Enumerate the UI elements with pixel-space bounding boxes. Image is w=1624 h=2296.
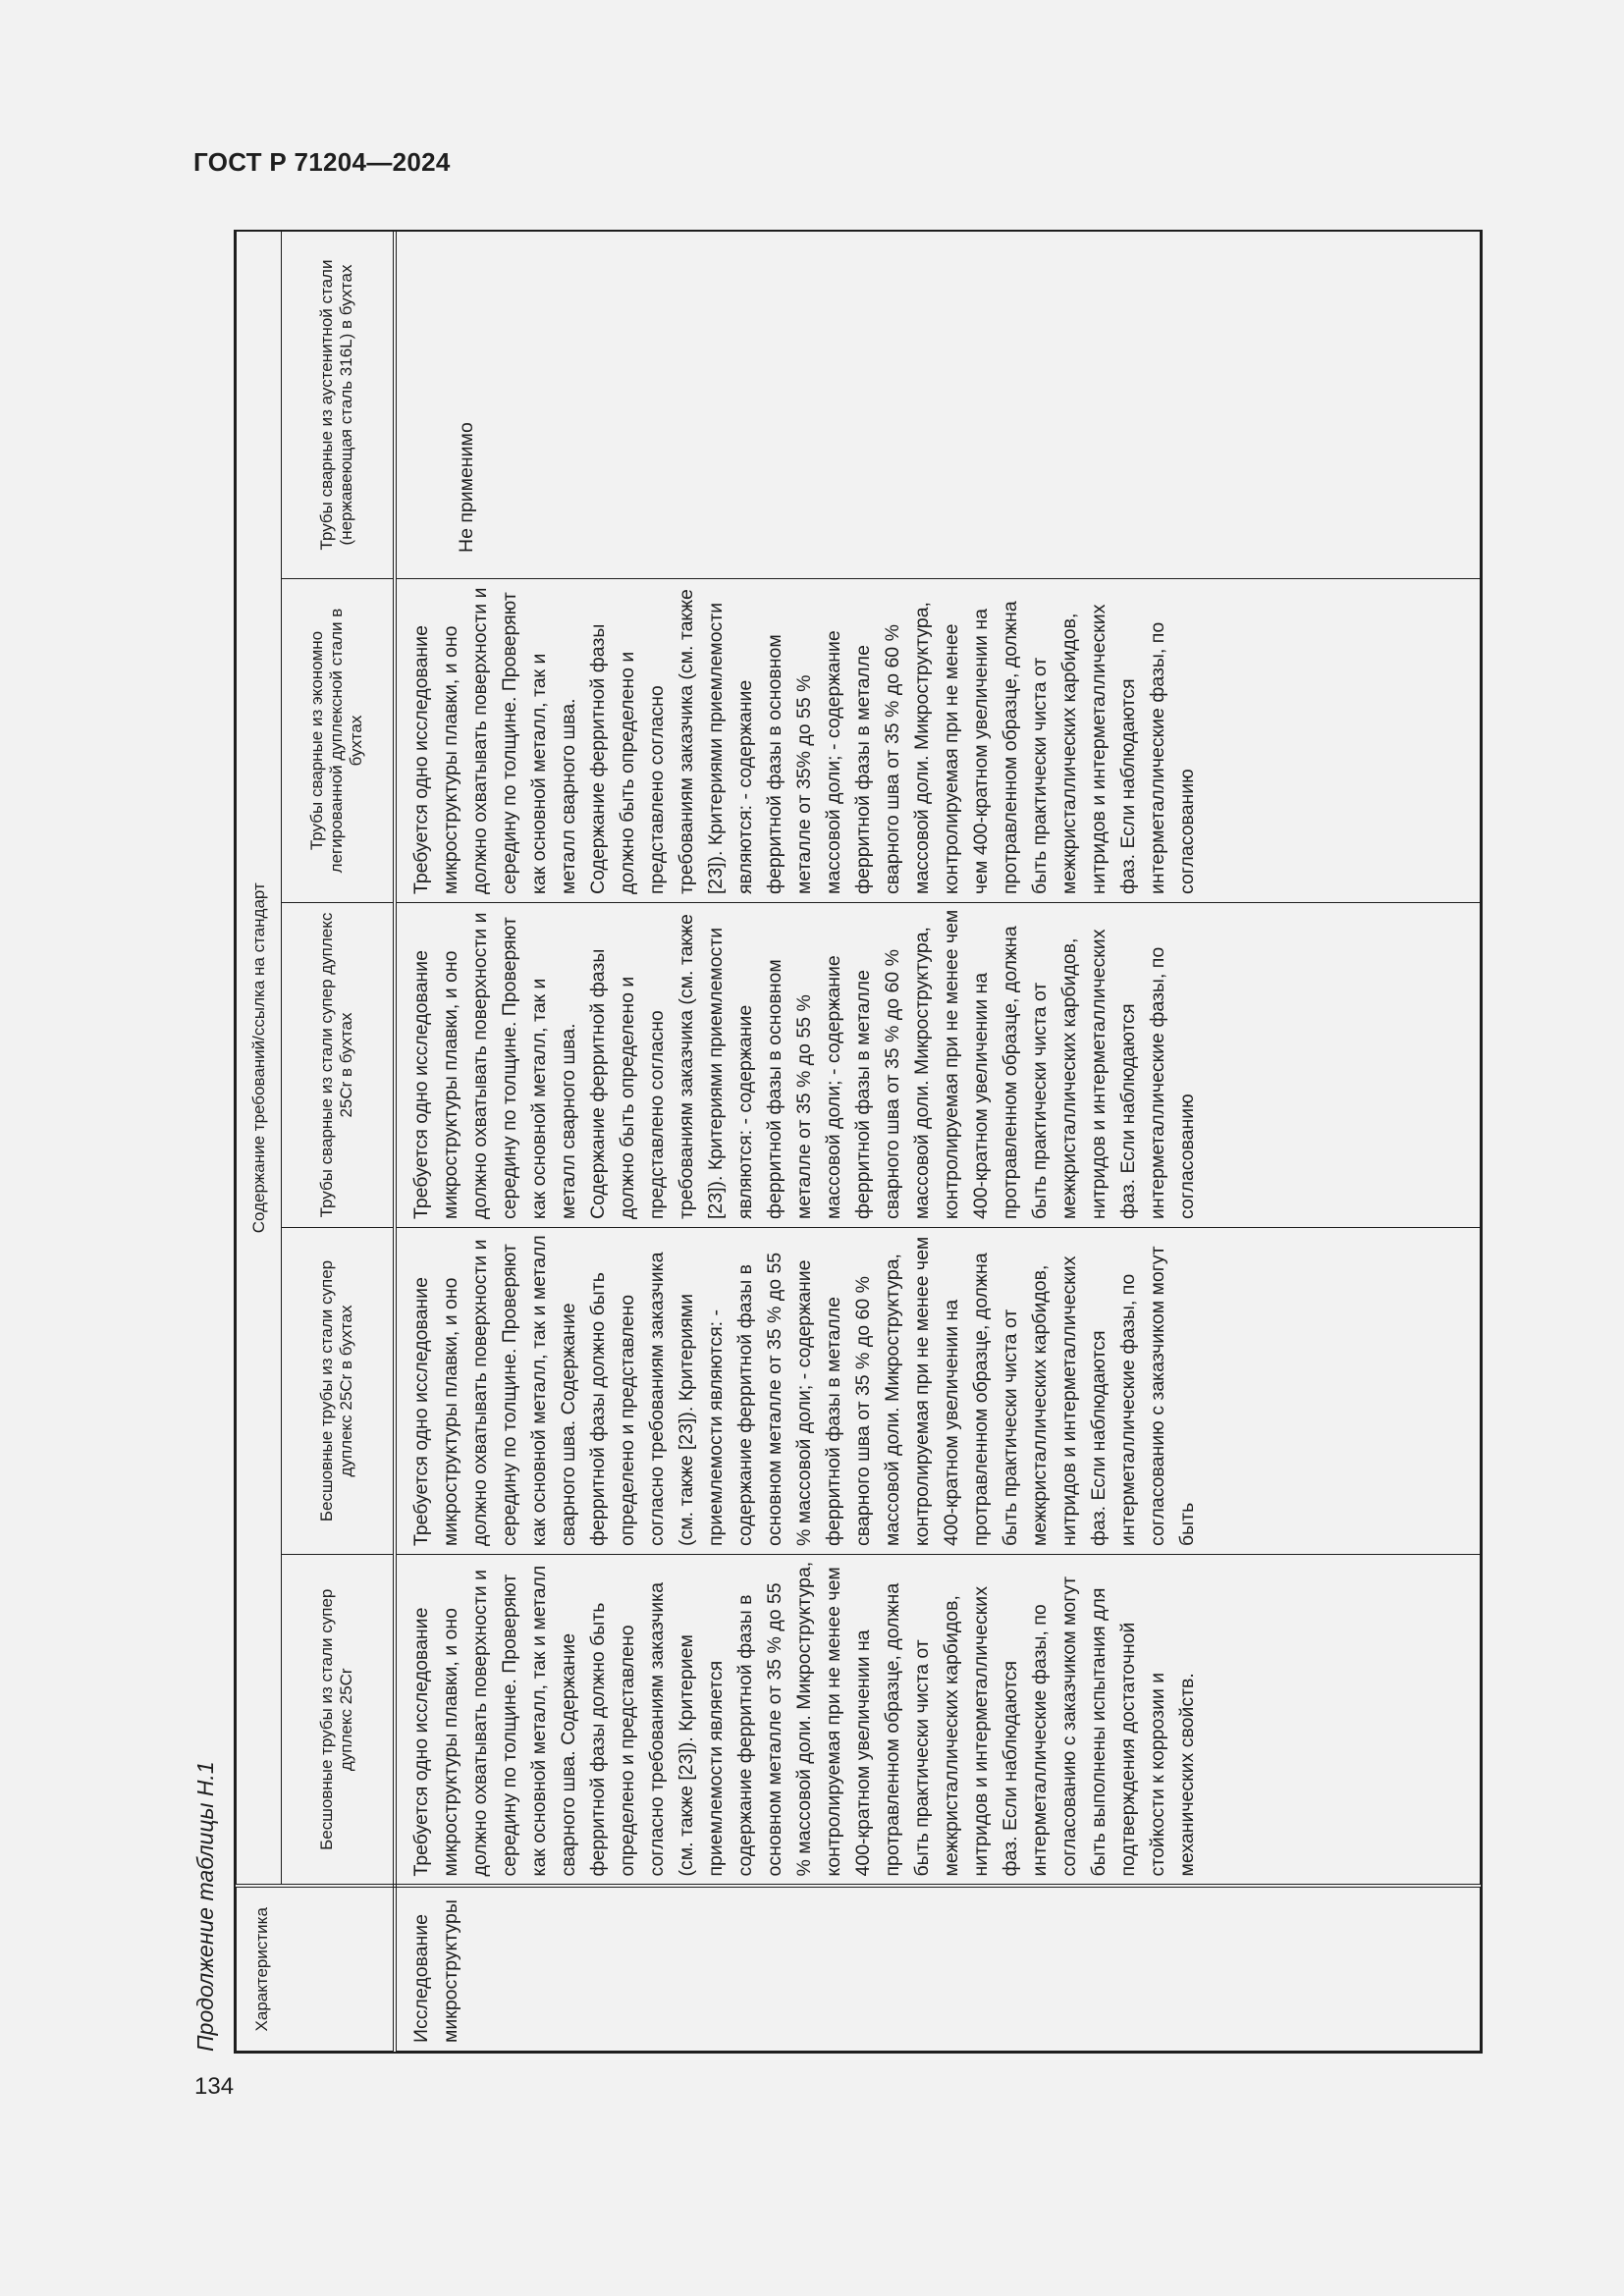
table-caption: Продолжение таблицы Н.1	[192, 1761, 218, 2052]
header-group: Содержание требований/ссылка на стандарт	[237, 232, 282, 1887]
cell-text: Не применимо	[455, 422, 477, 553]
header-characteristic: Характеристика	[237, 1887, 395, 2052]
header-col-seamless-25cr: Бесшовные трубы из стали супер дуплекс 25Cr	[282, 1555, 395, 1887]
header-col-welded-316l-coils: Трубы сварные из аустенитной стали (нержавеющая сталь 316L) в бухтах	[282, 232, 395, 579]
cell-text: Требуется одно исследование микроструктуры плавки, и оно должно охватывать поверхности и середину по толщине. Проверяют как основной металл, так и металл сварного шва. Содержание ферритной фазы должно быть определено и представлено согласно требованиям заказчика (см. также [23]). Критериями приемлемости являются: - содержание ферритной фазы в основном металле от 35 % до 55 % массовой доли; - содержание ферритной фазы в металле сварного шва от 35 % до 60 % массовой доли. Микроструктура, контролируемая при не менее чем 400-кратном увеличении на протравленном образце, должна быть практически чиста от межкристаллических карбидов, нитридов и интерметаллических фаз. Если наблюдаются интерметаллические фазы, по согласованию с заказчиком могут быть	[409, 1235, 1198, 1546]
specification-table	[236, 231, 1481, 2052]
header-col-seamless-25cr-coils: Бесшовные трубы из стали супер дуплекс 25Cr в бухтах	[282, 1228, 395, 1555]
header-col-welded-25cr-coils: Трубы сварные из стали супер дуплекс 25Cr в бухтах	[282, 903, 395, 1228]
cell-text: Требуется одно исследование микроструктуры плавки, и оно должно охватывать поверхности и середину по толщине. Проверяют как основной металл, так и металл сварного шва. Содержание ферритной фазы должно быть определено и представлено согласно требованиям заказчика (см. также [23]). Критериями приемлемости являются: - содержание ферритной фазы в основном металле от 35 % до 55 % массовой доли; - содержание ферритной фазы в металле сварного шва от 35 % до 60 % массовой доли. Микроструктура, контролируемая при не менее чем 400-кратном увеличении на протравленном образце, должна быть практически чиста от межкристаллических карбидов, нитридов и интерметаллических фаз. Если наблюдаются интерметаллические фазы, по согласованию	[409, 909, 1198, 1219]
cell-seamless-25cr-coils	[395, 1228, 1481, 1555]
cell-characteristic	[395, 1887, 1481, 2052]
document-header: ГОСТ Р 71204—2024	[193, 147, 451, 177]
header-col-welded-lean-duplex-coils: Трубы сварные из экономно легированной дуплексной стали в бухтах	[282, 579, 395, 903]
cell-welded-316l-coils	[395, 232, 1481, 579]
cell-welded-lean-duplex-coils	[395, 579, 1481, 903]
cell-seamless-25cr	[395, 1555, 1481, 1887]
characteristic-text: Исследование микроструктуры	[409, 1899, 461, 2043]
cell-text: Требуется одно исследование микроструктуры плавки, и оно должно охватывать поверхности и середину по толщине. Проверяют как основной металл, так и металл сварного шва. Содержание ферритной фазы должно быть определено и представлено согласно требованиям заказчика (см. также [23]). Критерием приемлемости является содержание ферритной фазы в основном металле от 35 % до 55 % массовой доли. Микроструктура, контролируемая при не менее чем 400-кратном увеличении на протравленном образце, должна быть практически чиста от межкристаллических карбидов, нитридов и интерметаллических фаз. Если наблюдаются интерметаллические фазы, по согласованию с заказчиком могут быть выполнены испытания для подтверждения достаточной стойкости к коррозии и механических свойств.	[409, 1561, 1198, 1877]
table-frame	[234, 230, 1483, 2054]
page-number: 134	[194, 2073, 235, 2100]
rotated-table-container	[236, 232, 1481, 2052]
cell-text: Требуется одно исследование микроструктуры плавки, и оно должно охватывать поверхности и середину по толщине. Проверяют как основной металл, так и металл сварного шва. Содержание ферритной фазы должно быть определено и представлено согласно требованиям заказчика (см. также [23]). Критериями приемлемости являются: - содержание ферритной фазы в основном металле от 35% до 55 % массовой доли; - содержание ферритной фазы в металле сварного шва от 35 % до 60 % массовой доли. Микроструктура, контролируемая при не менее чем 400-кратном увеличении на протравленном образце, должна быть практически чиста от межкристаллических карбидов, нитридов и интерметаллических фаз. Если наблюдаются интерметаллические фазы, по согласованию	[409, 587, 1198, 894]
cell-welded-25cr-coils	[395, 903, 1481, 1228]
